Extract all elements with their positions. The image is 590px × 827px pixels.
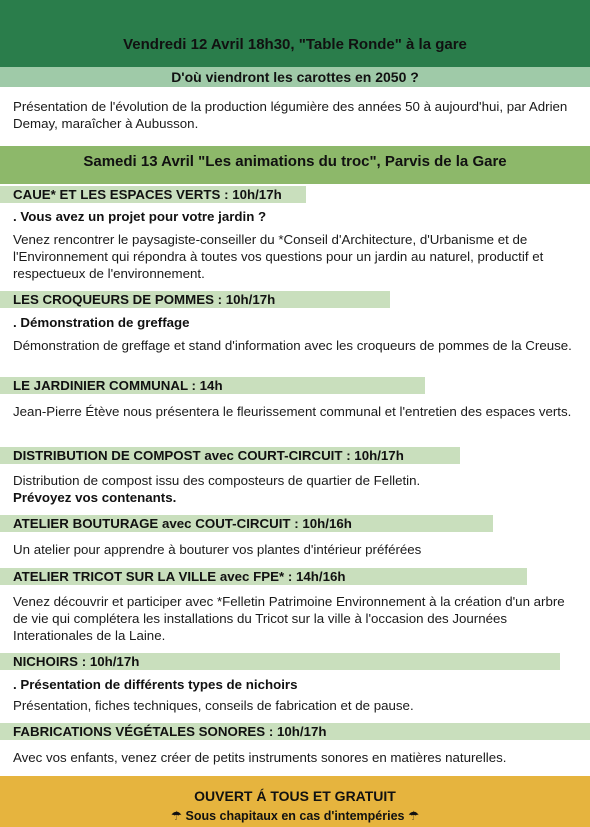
section-sub-caue: . Vous avez un projet pour votre jardin ? (13, 209, 267, 224)
section-sub-croqueurs: . Démonstration de greffage (13, 315, 190, 330)
section-heading-caue: CAUE* ET LES ESPACES VERTS : 10h/17h (0, 186, 306, 203)
saturday-title: Samedi 13 Avril "Les animations du troc", Parvis de la Gare (0, 146, 590, 184)
section-bold-compost: Prévoyez vos contenants. (13, 490, 177, 505)
section-text-bouturage: Un atelier pour apprendre à bouturer vos plantes d'intérieur préférées (13, 542, 422, 557)
section-heading-bouturage: ATELIER BOUTURAGE avec COUT-CIRCUIT : 10h/16h (0, 515, 493, 532)
section-heading-jardinier: LE JARDINIER COMMUNAL : 14h (0, 377, 425, 394)
footer-title: OUVERT Á TOUS ET GRATUIT (194, 788, 396, 804)
section-text-jardinier: Jean-Pierre Étève nous présentera le fleurissement communal et l'entretien des espaces verts. (13, 404, 572, 419)
section-heading-croqueurs: LES CROQUEURS DE POMMES : 10h/17h (0, 291, 390, 308)
footer-subtitle: Sous chapitaux en cas d'intempéries (185, 809, 405, 823)
friday-header-band (0, 0, 590, 67)
section-heading-compost: DISTRIBUTION DE COMPOST avec COURT-CIRCUIT : 10h/17h (0, 447, 460, 464)
section-heading-nichoirs: NICHOIRS : 10h/17h (0, 653, 560, 670)
section-text-croqueurs: Démonstration de greffage et stand d'information avec les croqueurs de pommes de la Creuse. (13, 338, 572, 353)
friday-description: Présentation de l'évolution de la production légumière des années 50 à aujourd'hui, par Adrien Demay, maraîcher à Aubusson. (13, 99, 568, 131)
section-text-compost: Distribution de compost issu des composteurs de quartier de Felletin. (13, 473, 421, 488)
section-heading-tricot: ATELIER TRICOT SUR LA VILLE avec FPE* : 14h/16h (0, 568, 527, 585)
section-text-nichoirs: Présentation, fiches techniques, conseils de fabrication et de pause. (13, 698, 414, 713)
section-heading-fabrications: FABRICATIONS VÉGÉTALES SONORES : 10h/17h (0, 723, 590, 740)
footer-subtitle-line (0, 808, 590, 823)
section-text-tricot: Venez découvrir et participer avec *Felletin Patrimoine Environnement à la création d'un arbre de vie qui complétera les installations du Tricot sur la ville à l'occasion des Journées Interationales de la Laine. (13, 594, 565, 643)
friday-title: Vendredi 12 Avril 18h30, "Table Ronde" à la gare (123, 36, 467, 53)
friday-subtitle: D'où viendront les carottes en 2050 ? (0, 67, 590, 87)
section-sub-nichoirs: . Présentation de différents types de nichoirs (13, 677, 298, 692)
umbrella-icon: ☂ (170, 809, 182, 823)
section-text-caue: Venez rencontrer le paysagiste-conseiller du *Conseil d'Architecture, d'Urbanisme et de l'Environnement qui répondra à toutes vos questions pour un jardin au naturel, productif et respectueux de l'environnement. (13, 232, 544, 281)
umbrella-icon: ☂ (408, 809, 420, 823)
section-text-fabrications: Avec vos enfants, venez créer de petits instruments sonores en matières naturelles. (13, 750, 507, 765)
